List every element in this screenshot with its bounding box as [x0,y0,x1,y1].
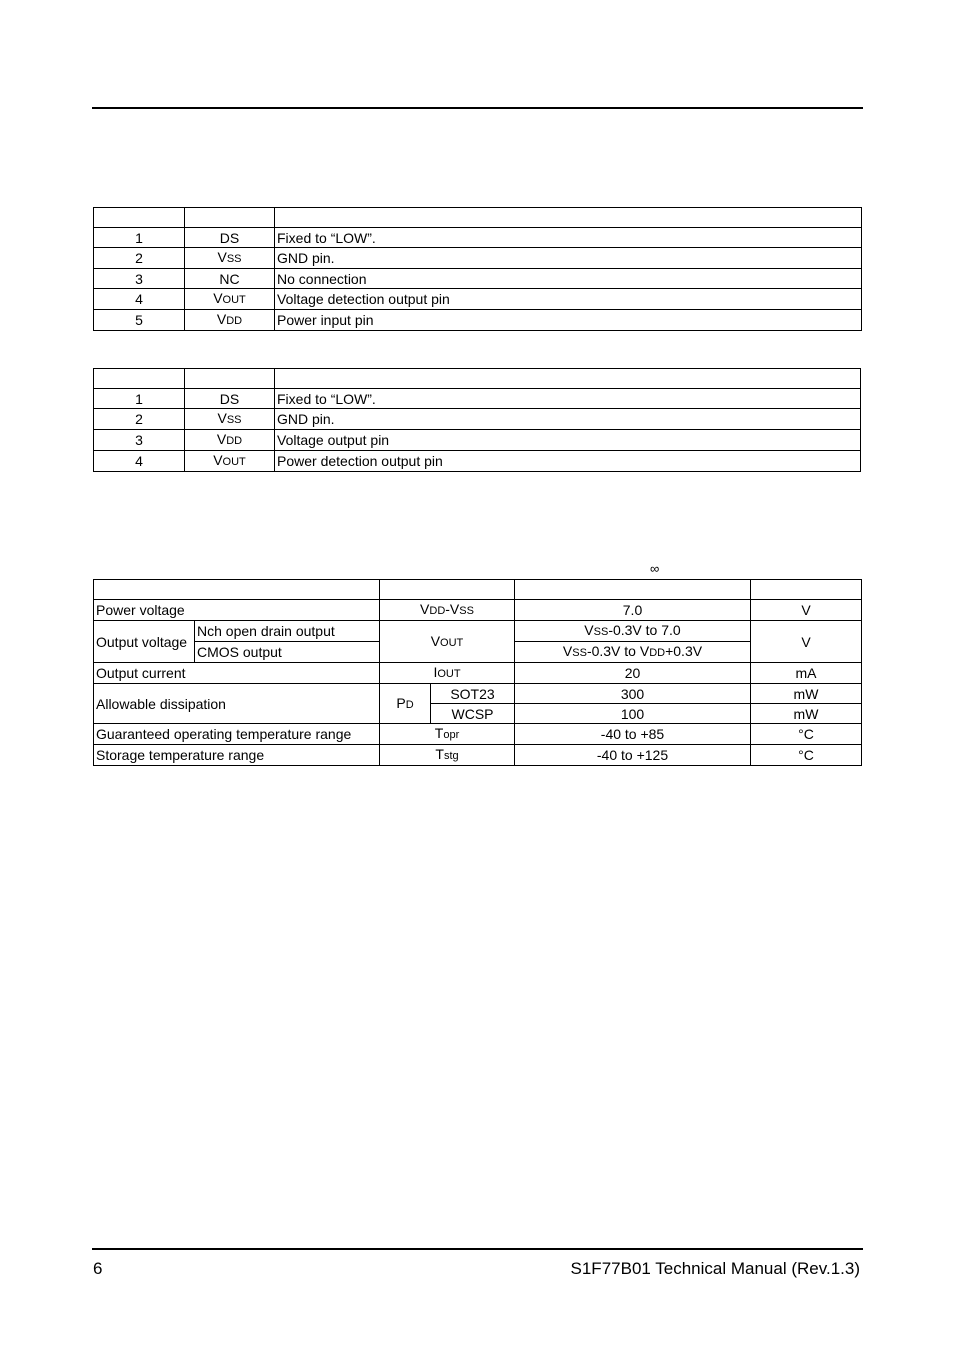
pin-table-wcsp [93,368,861,472]
table-header-row [94,369,861,389]
table-row: Allowable dissipation PD SOT23 300 mW [94,684,862,704]
table-row: WCSP 100 mW [94,704,862,724]
header-rule [92,107,863,109]
table-row: 2 VSS GND pin. [94,248,862,269]
footer-title: S1F77B01 Technical Manual (Rev.1.3) [570,1259,860,1278]
table-row: Output current IOUT 20 mA [94,663,862,684]
table-row: 1 DS Fixed to “LOW”. [94,389,861,409]
table-row: Power voltage VDD-VSS 7.0 V [94,600,862,621]
infinity-symbol: ∞ [650,561,660,576]
abs-max-table [93,579,862,766]
table-row: 5 VDD Power input pin [94,310,862,331]
table-row: CMOS output VSS-0.3V to VDD+0.3V [94,642,862,663]
table-row: 3 NC No connection [94,269,862,289]
table-row: 4 VOUT Voltage detection output pin [94,289,862,310]
table-row: 1 DS Fixed to “LOW”. [94,228,862,248]
table-row: 2 VSS GND pin. [94,409,861,430]
table-row: 3 VDD Voltage output pin [94,430,861,451]
page-number: 6 [93,1259,103,1278]
table-row: Guaranteed operating temperature range Topr -40 to +85 °C [94,724,862,745]
table-row: 4 VOUT Power detection output pin [94,451,861,472]
pin-table-sot23 [93,207,862,331]
table-header-row [94,580,862,600]
table-header-row [94,208,862,228]
table-row: Storage temperature range Tstg -40 to +125 °C [94,745,862,766]
table-row: Output voltage Nch open drain output VOUT VSS-0.3V to 7.0 V [94,621,862,642]
footer-rule [92,1248,863,1250]
